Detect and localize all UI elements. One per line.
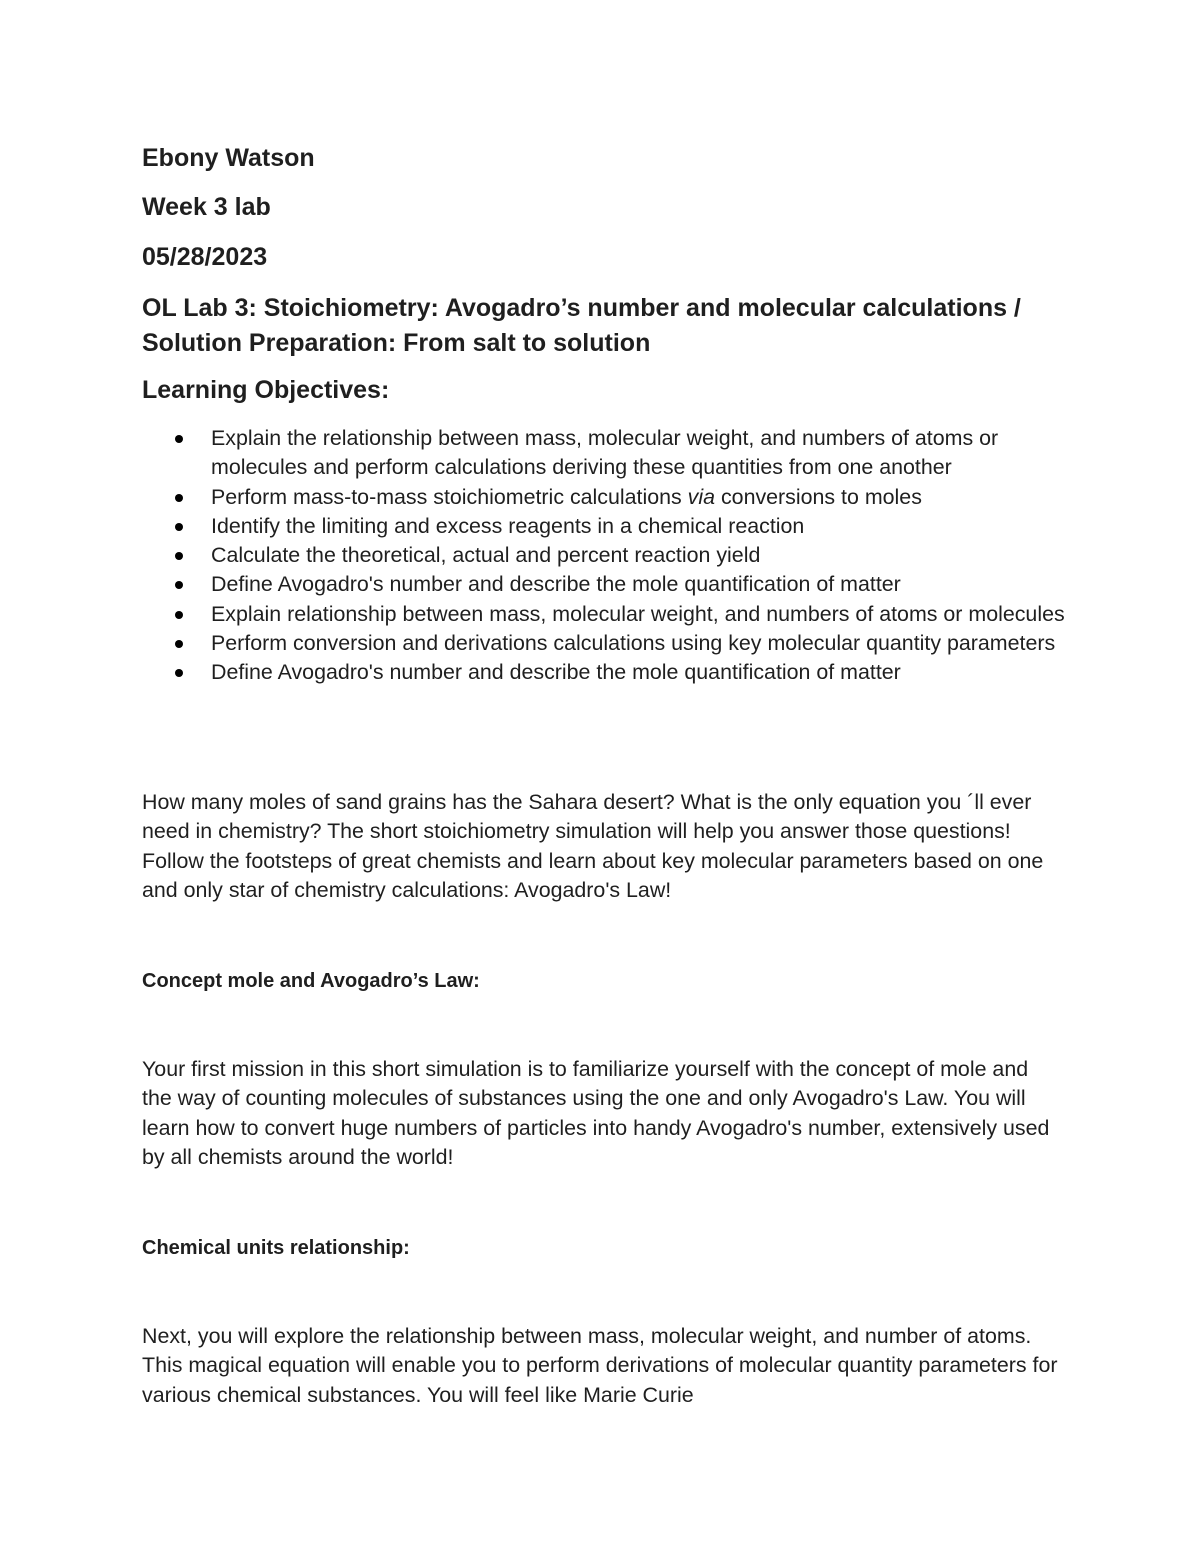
bullet-icon: [175, 640, 183, 648]
bullet-icon: [175, 435, 183, 443]
objective-item: [0, 424, 1071, 483]
objective-text: Explain relationship between mass, molecular weight, and numbers of atoms or molecules: [211, 601, 1065, 626]
objective-item: [0, 600, 1071, 629]
date-label: 05/28/2023: [142, 243, 268, 271]
bullet-icon: [175, 611, 183, 619]
bullet-icon: [175, 669, 183, 677]
section-body-units: Next, you will explore the relationship between mass, molecular weight, and number of atoms. This magical equation will enable you to perform derivations of molecular quantity parameters for various chemical substances. You will feel like Marie Curie: [142, 1324, 1058, 1407]
bullet-icon: [175, 494, 183, 502]
learning-objectives-heading: Learning Objectives:: [142, 376, 390, 404]
objective-text: Explain the relationship between mass, molecular weight, and numbers of atoms or molecules and perform calculations deriving these quantities from one another: [211, 426, 999, 480]
section-body-mole: Your first mission in this short simulation is to familiarize yourself with the concept of mole and the way of counting molecules of substances using the one and only Avogadro's Law. You will learn how to convert huge numbers of particles into handy Avogadro's number, extensively used by all chemists around the world!: [142, 1057, 1050, 1169]
week-label: Week 3 lab: [142, 193, 271, 221]
author-name: Ebony Watson: [142, 144, 315, 172]
objective-item: [0, 512, 1071, 541]
objective-text: Perform mass-to-mass stoichiometric calculations: [211, 484, 688, 509]
objective-item: [0, 629, 1071, 658]
bullet-icon: [175, 552, 183, 560]
bullet-icon: [175, 523, 183, 531]
objective-text: Perform conversion and derivations calculations using key molecular quantity parameters: [211, 631, 1056, 656]
section-heading-units: Chemical units relationship:: [142, 1237, 410, 1259]
section-heading-mole: Concept mole and Avogadro’s Law:: [142, 970, 480, 992]
objective-item: [0, 483, 1071, 512]
objective-item: [0, 541, 1071, 570]
objective-text: Calculate the theoretical, actual and percent reaction yield: [211, 543, 761, 568]
objective-text-after: conversions to moles: [715, 484, 922, 509]
objective-item: [0, 658, 1071, 687]
objective-item: [0, 570, 1071, 599]
objective-text: Identify the limiting and excess reagents in a chemical reaction: [211, 513, 805, 538]
objective-text: Define Avogadro's number and describe the mole quantification of matter: [211, 572, 901, 597]
bullet-icon: [175, 581, 183, 589]
intro-paragraph: How many moles of sand grains has the Sahara desert? What is the only equation you ´ll ever need in chemistry? The short stoichiometry simulation will help you answer those questions! Follow the footsteps of great chemists and learn about key molecular parameters based on one and only star of chemistry calculations: Avogadro's Law!: [142, 790, 1044, 902]
objective-text: Define Avogadro's number and describe the mole quantification of matter: [211, 660, 901, 685]
objective-emphasis: via: [687, 484, 716, 509]
lab-title: OL Lab 3: Stoichiometry: Avogadro’s number and molecular calculations / Solution Preparation: From salt to solution: [142, 294, 1021, 357]
learning-objectives-list: [0, 424, 1100, 688]
